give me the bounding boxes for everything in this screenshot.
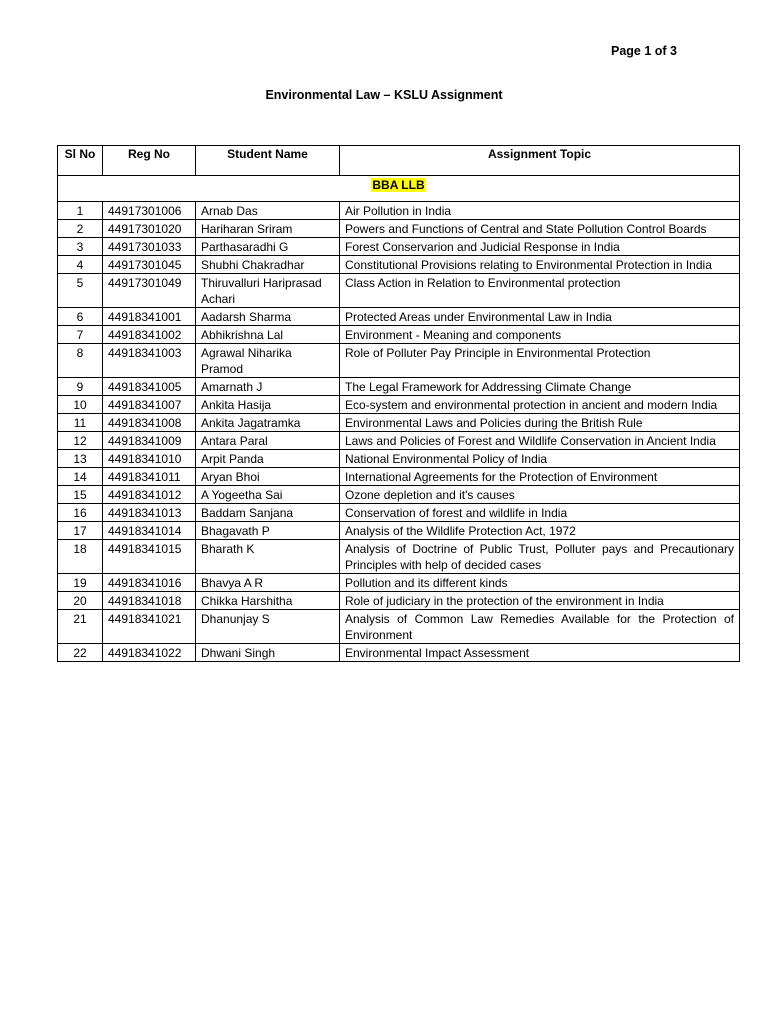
cell-assignment-topic: Protected Areas under Environmental Law in India [340, 308, 740, 326]
cell-student-name: A Yogeetha Sai [196, 486, 340, 504]
cell-reg-no: 44918341005 [103, 378, 196, 396]
cell-sl-no: 16 [58, 504, 103, 522]
table-row [58, 238, 740, 256]
table-row [58, 414, 740, 432]
section-label: BBA LLB [372, 178, 425, 192]
cell-sl-no: 21 [58, 610, 103, 644]
cell-student-name: Dhwani Singh [196, 644, 340, 662]
cell-student-name: Abhikrishna Lal [196, 326, 340, 344]
cell-assignment-topic: Environmental Impact Assessment [340, 644, 740, 662]
cell-student-name: Arpit Panda [196, 450, 340, 468]
cell-reg-no: 44917301020 [103, 220, 196, 238]
cell-sl-no: 9 [58, 378, 103, 396]
cell-sl-no: 12 [58, 432, 103, 450]
cell-reg-no: 44918341001 [103, 308, 196, 326]
cell-sl-no: 6 [58, 308, 103, 326]
cell-sl-no: 8 [58, 344, 103, 378]
cell-assignment-topic: Laws and Policies of Forest and Wildlife Conservation in Ancient India [340, 432, 740, 450]
cell-student-name: Aadarsh Sharma [196, 308, 340, 326]
cell-assignment-topic: Air Pollution in India [340, 202, 740, 220]
cell-sl-no: 20 [58, 592, 103, 610]
cell-reg-no: 44918341016 [103, 574, 196, 592]
cell-assignment-topic: Eco-system and environmental protection in ancient and modern India [340, 396, 740, 414]
cell-sl-no: 15 [58, 486, 103, 504]
table-row [58, 220, 740, 238]
cell-reg-no: 44918341009 [103, 432, 196, 450]
cell-student-name: Baddam Sanjana [196, 504, 340, 522]
table-row [58, 432, 740, 450]
table-row [58, 450, 740, 468]
table-row [58, 610, 740, 644]
cell-assignment-topic: Role of Polluter Pay Principle in Environmental Protection [340, 344, 740, 378]
cell-assignment-topic: Conservation of forest and wildlife in India [340, 504, 740, 522]
cell-sl-no: 11 [58, 414, 103, 432]
table-row [58, 308, 740, 326]
document-title-text: Environmental Law – KSLU Assignment [265, 88, 503, 102]
cell-student-name: Thiruvalluri Hariprasad Achari [196, 274, 340, 308]
page-indicator: Page 1 of 3 [611, 44, 677, 58]
table-row [58, 378, 740, 396]
cell-reg-no: 44918341021 [103, 610, 196, 644]
table-row [58, 396, 740, 414]
table-row [58, 468, 740, 486]
cell-student-name: Shubhi Chakradhar [196, 256, 340, 274]
column-header-student-name: Student Name [196, 146, 340, 176]
cell-reg-no: 44918341012 [103, 486, 196, 504]
cell-sl-no: 22 [58, 644, 103, 662]
cell-reg-no: 44918341014 [103, 522, 196, 540]
cell-sl-no: 7 [58, 326, 103, 344]
table-header [58, 146, 740, 176]
cell-student-name: Bhavya A R [196, 574, 340, 592]
section-cell [58, 176, 740, 202]
cell-student-name: Ankita Jagatramka [196, 414, 340, 432]
cell-student-name: Bhagavath P [196, 522, 340, 540]
cell-assignment-topic: Ozone depletion and it's causes [340, 486, 740, 504]
header-row [58, 146, 740, 176]
column-header-sl-no: Sl No [58, 146, 103, 176]
cell-reg-no: 44918341011 [103, 468, 196, 486]
cell-reg-no: 44918341002 [103, 326, 196, 344]
table-row [58, 274, 740, 308]
cell-reg-no: 44918341022 [103, 644, 196, 662]
cell-student-name: Bharath K [196, 540, 340, 574]
cell-sl-no: 13 [58, 450, 103, 468]
cell-assignment-topic: International Agreements for the Protection of Environment [340, 468, 740, 486]
cell-student-name: Chikka Harshitha [196, 592, 340, 610]
cell-student-name: Agrawal Niharika Pramod [196, 344, 340, 378]
cell-assignment-topic: National Environmental Policy of India [340, 450, 740, 468]
cell-reg-no: 44918341013 [103, 504, 196, 522]
cell-sl-no: 14 [58, 468, 103, 486]
cell-assignment-topic: Analysis of Doctrine of Public Trust, Polluter pays and Precautionary Principles with help of decided cases [340, 540, 740, 574]
cell-reg-no: 44918341015 [103, 540, 196, 574]
cell-sl-no: 1 [58, 202, 103, 220]
cell-assignment-topic: Analysis of Common Law Remedies Available for the Protection of Environment [340, 610, 740, 644]
cell-student-name: Antara Paral [196, 432, 340, 450]
cell-student-name: Arnab Das [196, 202, 340, 220]
cell-reg-no: 44918341008 [103, 414, 196, 432]
cell-sl-no: 4 [58, 256, 103, 274]
cell-assignment-topic: Forest Conservarion and Judicial Response in India [340, 238, 740, 256]
cell-student-name: Hariharan Sriram [196, 220, 340, 238]
table-row [58, 522, 740, 540]
section-row [58, 176, 740, 202]
table-row [58, 202, 740, 220]
cell-assignment-topic: Powers and Functions of Central and State Pollution Control Boards [340, 220, 740, 238]
cell-student-name: Dhanunjay S [196, 610, 340, 644]
table-row [58, 644, 740, 662]
cell-assignment-topic: Class Action in Relation to Environmental protection [340, 274, 740, 308]
cell-assignment-topic: The Legal Framework for Addressing Climate Change [340, 378, 740, 396]
cell-sl-no: 19 [58, 574, 103, 592]
cell-reg-no: 44917301033 [103, 238, 196, 256]
cell-student-name: Parthasaradhi G [196, 238, 340, 256]
table-row [58, 592, 740, 610]
table-row [58, 326, 740, 344]
cell-student-name: Amarnath J [196, 378, 340, 396]
column-header-reg-no: Reg No [103, 146, 196, 176]
table-row [58, 256, 740, 274]
assignment-table [57, 145, 740, 662]
table-row [58, 540, 740, 574]
cell-sl-no: 5 [58, 274, 103, 308]
cell-reg-no: 44918341003 [103, 344, 196, 378]
cell-reg-no: 44917301049 [103, 274, 196, 308]
cell-sl-no: 18 [58, 540, 103, 574]
column-header-assignment-topic: Assignment Topic [340, 146, 740, 176]
cell-sl-no: 10 [58, 396, 103, 414]
cell-reg-no: 44918341007 [103, 396, 196, 414]
cell-reg-no: 44917301006 [103, 202, 196, 220]
cell-assignment-topic: Environment - Meaning and components [340, 326, 740, 344]
cell-assignment-topic: Environmental Laws and Policies during the British Rule [340, 414, 740, 432]
document-title [0, 88, 768, 102]
cell-student-name: Ankita Hasija [196, 396, 340, 414]
table-row [58, 504, 740, 522]
cell-assignment-topic: Constitutional Provisions relating to Environmental Protection in India [340, 256, 740, 274]
cell-assignment-topic: Analysis of the Wildlife Protection Act, 1972 [340, 522, 740, 540]
table-row [58, 344, 740, 378]
cell-reg-no: 44917301045 [103, 256, 196, 274]
table-row [58, 574, 740, 592]
cell-sl-no: 17 [58, 522, 103, 540]
cell-student-name: Aryan Bhoi [196, 468, 340, 486]
cell-sl-no: 2 [58, 220, 103, 238]
cell-assignment-topic: Pollution and its different kinds [340, 574, 740, 592]
cell-reg-no: 44918341018 [103, 592, 196, 610]
table-row [58, 486, 740, 504]
cell-reg-no: 44918341010 [103, 450, 196, 468]
cell-sl-no: 3 [58, 238, 103, 256]
cell-assignment-topic: Role of judiciary in the protection of the environment in India [340, 592, 740, 610]
table-body [58, 176, 740, 662]
